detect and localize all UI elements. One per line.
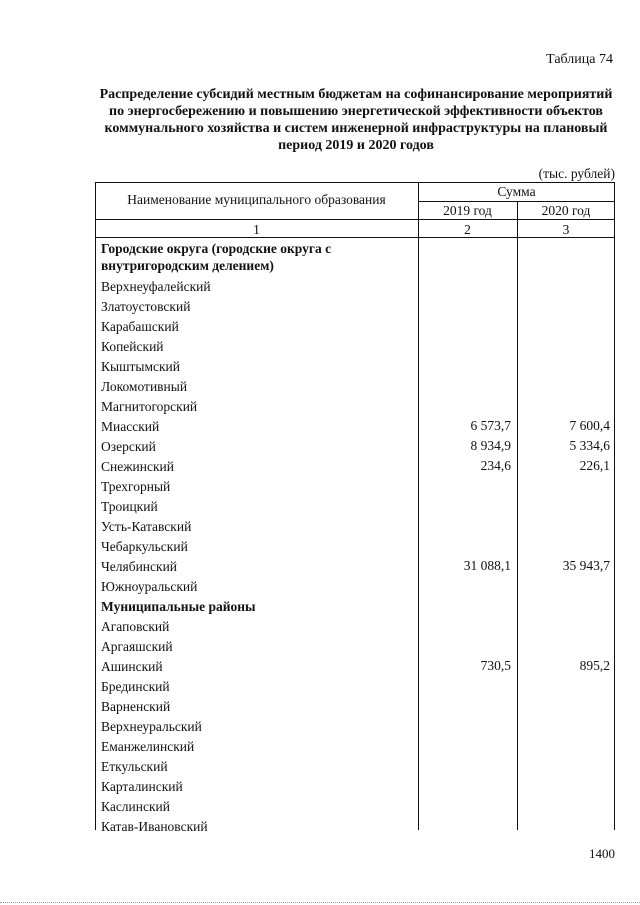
municipality-name: Чебаркульский <box>101 539 188 554</box>
table-row <box>95 357 615 377</box>
table-row <box>95 637 615 657</box>
title-line: период 2019 и 2020 годов <box>278 138 434 153</box>
municipality-name: Карталинский <box>101 779 183 794</box>
value-2020: 35 943,7 <box>562 558 610 573</box>
municipality-name: Катав-Ивановский <box>101 819 208 834</box>
municipality-name: Озерский <box>101 439 156 454</box>
municipality-name: Верхнеуральский <box>101 719 202 734</box>
table-row <box>95 817 615 837</box>
table-row <box>95 677 615 697</box>
value-2019: 31 088,1 <box>463 558 511 573</box>
municipality-name: Магнитогорский <box>101 399 198 414</box>
table-row <box>95 577 615 597</box>
table-row <box>95 537 615 557</box>
municipality-name: Южноуральский <box>101 579 198 594</box>
table-row <box>95 517 615 537</box>
municipality-name: Еткульский <box>101 759 168 774</box>
units-label: (тыс. рублей) <box>538 166 615 181</box>
municipality-name: Трехгорный <box>101 479 171 494</box>
municipality-name: Копейский <box>101 339 164 354</box>
header-year-2020: 2020 год <box>541 203 591 218</box>
section-row <box>95 597 615 617</box>
scan-edge-line <box>0 902 640 904</box>
table-row <box>95 657 615 677</box>
header-name-column: Наименование муниципального образования <box>127 192 386 207</box>
table-row <box>95 277 615 297</box>
section-title-line: внутригородским делением) <box>101 258 274 273</box>
document-title <box>86 86 626 154</box>
table-row <box>95 617 615 637</box>
municipality-name: Карабашский <box>101 319 179 334</box>
table-row <box>95 437 615 457</box>
table-row <box>95 557 615 577</box>
municipality-name: Троицкий <box>101 499 158 514</box>
column-number-3: 3 <box>562 222 570 237</box>
municipality-name: Локомотивный <box>101 379 188 394</box>
table-row <box>95 457 615 477</box>
section-title <box>101 240 331 274</box>
municipality-name: Кыштымский <box>101 359 180 374</box>
value-2019: 730,5 <box>480 658 511 673</box>
value-2019: 234,6 <box>480 458 511 473</box>
table-row <box>95 417 615 437</box>
table-label: Таблица 74 <box>546 52 613 67</box>
page-number: 1400 <box>589 846 615 861</box>
table-row <box>95 337 615 357</box>
title-line: коммунального хозяйства и систем инженерной инфраструктуры на плановый <box>104 121 608 136</box>
table-row <box>95 397 615 417</box>
table-row <box>95 297 615 317</box>
header-year-2019: 2019 год <box>443 203 492 218</box>
table-row <box>95 697 615 717</box>
table-row <box>95 717 615 737</box>
table-row <box>95 377 615 397</box>
table-row <box>95 477 615 497</box>
municipality-name: Аргаяшский <box>101 639 173 654</box>
subsidy-table <box>95 182 615 834</box>
table-row <box>95 797 615 817</box>
table-row <box>95 757 615 777</box>
header-bottom-line <box>95 219 615 220</box>
column-number-1: 1 <box>253 222 260 237</box>
municipality-name: Брединский <box>101 679 170 694</box>
table-row <box>95 737 615 757</box>
column-number-2: 2 <box>464 222 471 237</box>
table-row <box>95 317 615 337</box>
table-row <box>95 777 615 797</box>
municipality-name: Миасский <box>101 419 160 434</box>
section-title: Муниципальные районы <box>101 599 256 614</box>
title-line: Распределение субсидий местным бюджетам на софинансирование мероприятий <box>99 87 613 102</box>
municipality-name: Верхнеуфалейский <box>101 279 211 294</box>
municipality-name: Златоустовский <box>101 299 191 314</box>
value-2019: 8 934,9 <box>470 438 511 453</box>
municipality-name: Челябинский <box>101 559 178 574</box>
municipality-name: Варненский <box>101 699 171 714</box>
municipality-name: Усть-Катавский <box>101 519 192 534</box>
value-2019: 6 573,7 <box>470 418 511 433</box>
section-row <box>95 239 615 277</box>
value-2020: 7 600,4 <box>569 418 610 433</box>
header-sum-column: Сумма <box>497 184 536 199</box>
value-2020: 5 334,6 <box>569 438 610 453</box>
municipality-name: Ашинский <box>101 659 163 674</box>
municipality-name: Еманжелинский <box>101 739 195 754</box>
table-body <box>95 239 615 837</box>
value-2020: 226,1 <box>579 458 610 473</box>
table-border-top <box>95 182 615 183</box>
municipality-name: Агаповский <box>101 619 170 634</box>
municipality-name: Снежинский <box>101 459 174 474</box>
value-2020: 895,2 <box>579 658 610 673</box>
table-row <box>95 497 615 517</box>
section-title-line: Городские округа (городские округа с <box>101 241 332 256</box>
municipality-name: Каслинский <box>101 799 170 814</box>
title-line: по энергосбережению и повышению энергетической эффективности объектов <box>109 104 603 119</box>
